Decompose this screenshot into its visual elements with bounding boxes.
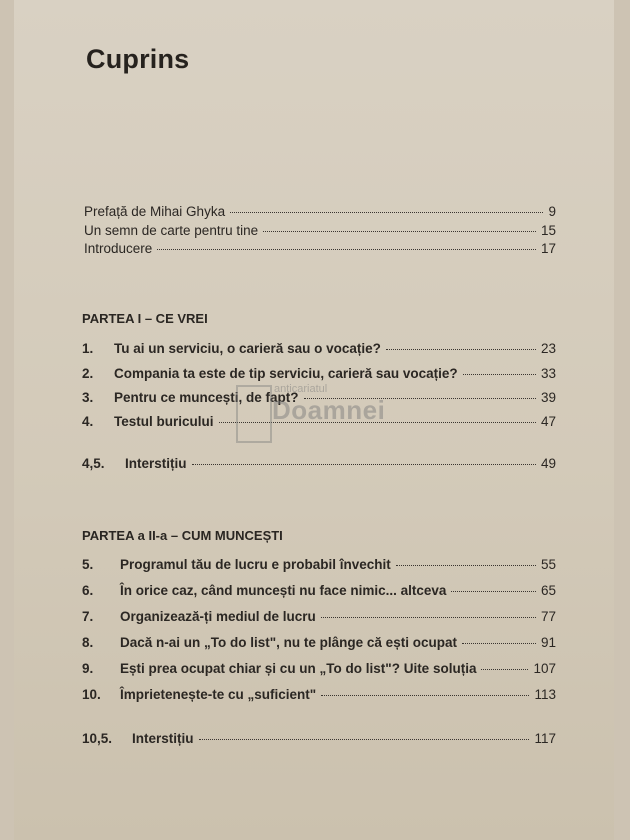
toc-entry-page: 9	[548, 204, 556, 219]
toc-entry-label: Interstițiu	[132, 731, 194, 746]
part-heading: PARTEA I – CE VREI	[82, 311, 208, 326]
leader-dots	[386, 349, 536, 350]
toc-entry-page: 15	[540, 223, 556, 238]
toc-entry-label: Programul tău de lucru e probabil învechit	[120, 557, 391, 572]
toc-entry-page: 39	[540, 390, 556, 405]
toc-entry-page: 113	[534, 687, 556, 702]
toc-entry-bookmark	[84, 223, 556, 238]
toc-entry	[82, 661, 556, 676]
leader-dots	[463, 374, 536, 375]
leader-dots	[451, 591, 536, 592]
leader-dots	[230, 212, 543, 213]
toc-entry-page: 23	[540, 341, 556, 356]
toc-entry-label: Interstițiu	[125, 456, 187, 471]
toc-entry-label: Introducere	[84, 241, 153, 256]
book-page	[14, 0, 614, 840]
toc-entry-label: Un semn de carte pentru tine	[84, 223, 259, 238]
toc-entry-label: Organizează-ți mediul de lucru	[120, 609, 316, 624]
toc-entry	[82, 609, 556, 624]
toc-entry-page: 47	[540, 414, 556, 429]
toc-entry-label: În orice caz, când muncești nu face nimic... altceva	[120, 583, 447, 598]
toc-entry-number: 10.	[82, 687, 101, 702]
toc-entry	[82, 635, 556, 650]
leader-dots	[321, 617, 536, 618]
toc-entry-number: 8.	[82, 635, 94, 650]
toc-entry-interstitiu	[82, 456, 556, 471]
toc-entry-number: 1.	[82, 341, 94, 356]
page-title: Cuprins	[86, 44, 190, 74]
toc-entry-number: 4.	[82, 414, 94, 429]
watermark-logo	[236, 381, 406, 451]
toc-entry-page: 117	[534, 731, 556, 746]
leader-dots	[192, 464, 536, 465]
toc-entry-number: 9.	[82, 661, 94, 676]
toc-entry-number: 2.	[82, 366, 94, 381]
toc-entry-page: 65	[540, 583, 556, 598]
toc-entry-introduction	[84, 241, 556, 256]
toc-entry-number: 6.	[82, 583, 94, 598]
watermark-frame	[236, 385, 272, 443]
leader-dots	[481, 669, 528, 670]
toc-entry-page: 107	[533, 661, 556, 676]
toc-entry-label: Prefață de Mihai Ghyka	[84, 204, 226, 219]
leader-dots	[321, 695, 529, 696]
leader-dots	[462, 643, 536, 644]
toc-entry	[82, 366, 556, 381]
toc-entry-label: Ești prea ocupat chiar și cu un „To do list"? Uite soluția	[120, 661, 477, 676]
toc-entry-number: 10,5.	[82, 731, 113, 746]
toc-entry	[82, 687, 556, 702]
toc-entry-page: 49	[540, 456, 556, 471]
toc-entry-page: 55	[540, 557, 556, 572]
leader-dots	[157, 249, 536, 250]
leader-dots	[263, 231, 536, 232]
leader-dots	[396, 565, 536, 566]
toc-entry-page: 77	[540, 609, 556, 624]
toc-entry-label: Împrietenește-te cu „suficient"	[120, 687, 317, 702]
toc-entry-label: Compania ta este de tip serviciu, carieră sau vocație?	[114, 366, 458, 381]
toc-entry-number: 5.	[82, 557, 94, 572]
toc-entry	[82, 583, 556, 598]
toc-entry-page: 17	[540, 241, 556, 256]
toc-entry-label: Dacă n-ai un „To do list", nu te plânge că ești ocupat	[120, 635, 457, 650]
toc-entry	[82, 557, 556, 572]
toc-entry-number: 3.	[82, 390, 94, 405]
toc-entry-label: Testul buricului	[114, 414, 214, 429]
toc-entry-label: Tu ai un serviciu, o carieră sau o vocație?	[114, 341, 381, 356]
toc-entry	[82, 341, 556, 356]
watermark-small-text: anticariatul	[274, 383, 328, 395]
part-heading: PARTEA a II-a – CUM MUNCEȘTI	[82, 528, 283, 543]
toc-entry-number: 7.	[82, 609, 94, 624]
toc-entry-label: Pentru ce muncești, de fapt?	[114, 390, 299, 405]
leader-dots	[199, 739, 530, 740]
toc-entry-number: 4,5.	[82, 456, 105, 471]
toc-entry-preface	[84, 204, 556, 219]
toc-entry-interstitiu	[82, 731, 556, 746]
toc-entry-page: 91	[540, 635, 556, 650]
watermark-big-text: Doamnei	[272, 395, 386, 425]
toc-entry-page: 33	[540, 366, 556, 381]
